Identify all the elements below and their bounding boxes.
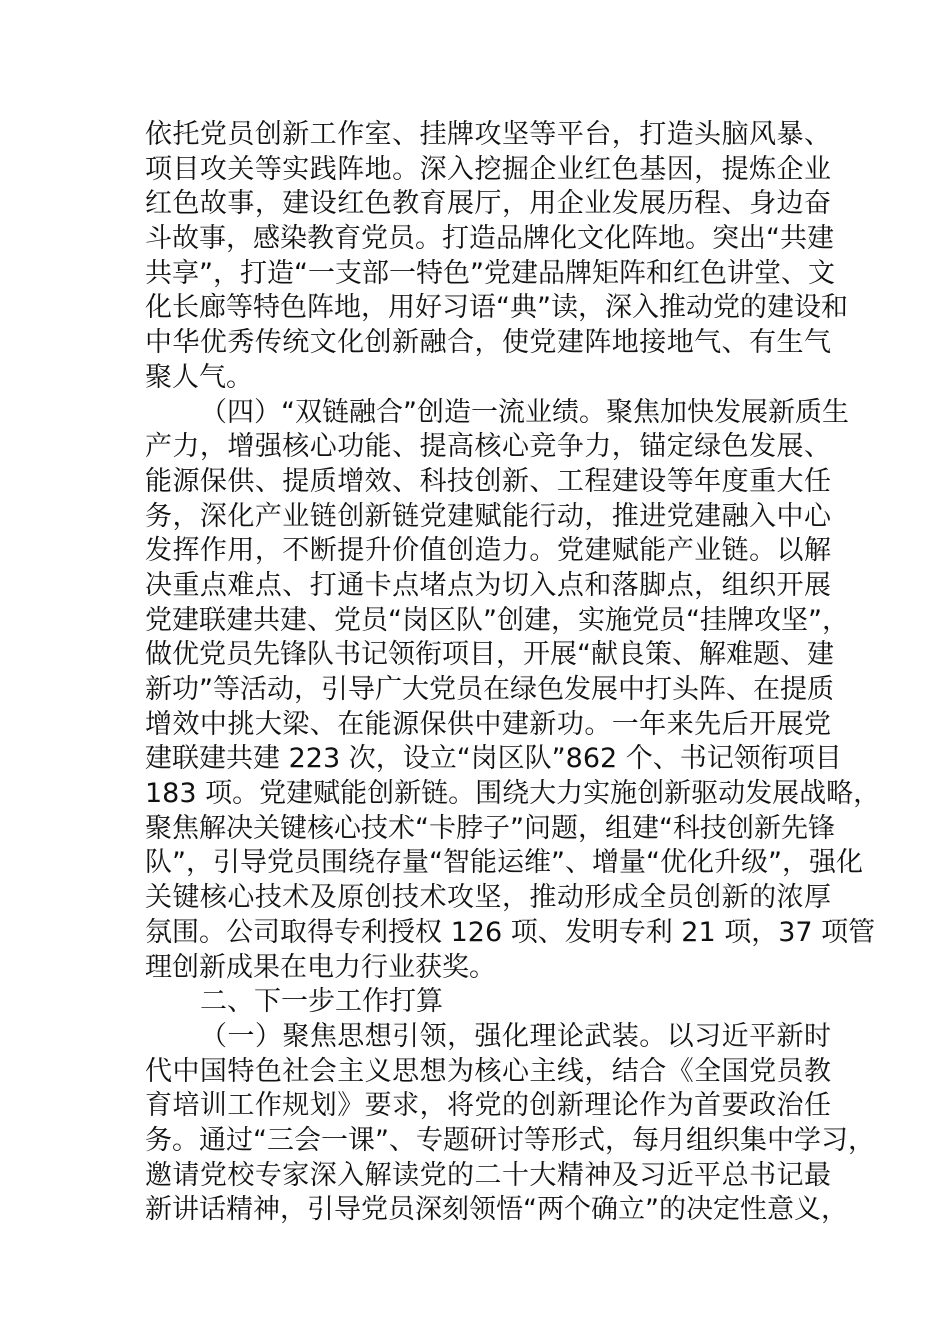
text-line: 共享”，打造“一支部一特色”党建品牌矩阵和红色讲堂、文 bbox=[145, 257, 835, 289]
text-line: 务，深化产业链创新链党建赋能行动，推进党建融入中心 bbox=[145, 500, 831, 532]
text-line: 关键核心技术及原创技术攻坚，推动形成全员创新的浓厚 bbox=[145, 882, 831, 914]
text-line: 中华优秀传统文化创新融合，使党建阵地接地气、有生气 bbox=[145, 327, 831, 359]
text-line: 依托党员创新工作室、挂牌攻坚等平台，打造头脑风暴、 bbox=[145, 119, 831, 150]
text-line: 化长廊等特色阵地，用好习语“典”读，深入推动党的建设和 bbox=[145, 292, 848, 324]
text-line: 邀请党校专家深入解读党的二十大精神及习近平总书记最 bbox=[145, 1159, 831, 1191]
paragraph-item-1 bbox=[145, 1020, 875, 1228]
text-line: 斗故事，感染教育党员。打造品牌化文化阵地。突出“共建 bbox=[145, 223, 834, 255]
text-line: 聚人气。 bbox=[145, 361, 253, 393]
text-line: 能源保供、提质增效、科技创新、工程建设等年度重大任 bbox=[145, 465, 831, 497]
text-line: 红色故事，建设红色教育展厅，用企业发展历程、身边奋 bbox=[145, 188, 831, 220]
text-line: 产力，增强核心功能、提高核心竞争力，锚定绿色发展、 bbox=[145, 431, 831, 463]
text-line: （四）“双链融合”创造一流业绩。聚焦加快发展新质生 bbox=[200, 396, 849, 428]
text-line: 发挥作用，不断提升价值创造力。党建赋能产业链。以解 bbox=[145, 535, 831, 567]
text-line: 务。通过“三会一课”、专题研讨等形式，每月组织集中学习， bbox=[145, 1124, 875, 1156]
text-line: 做优党员先锋队书记领衔项目，开展“献良策、解难题、建 bbox=[145, 639, 834, 671]
section-heading-2 bbox=[145, 985, 831, 1020]
text-line: 新功”等活动，引导广大党员在绿色发展中打头阵、在提质 bbox=[145, 674, 834, 705]
text-line: 增效中挑大梁、在能源保供中建新功。一年来先后开展党 bbox=[145, 708, 831, 740]
paragraph-section-4 bbox=[145, 396, 881, 986]
text-line: 决重点难点、打通卡点堵点为切入点和落脚点，组织开展 bbox=[145, 569, 831, 601]
text-line: 二、下一步工作打算 bbox=[200, 986, 443, 1018]
text-line: 183 项。党建赋能创新链。围绕大力实施创新驱动发展战略， bbox=[145, 778, 881, 810]
document-page bbox=[145, 118, 881, 1228]
text-line: 项目攻关等实践阵地。深入挖掘企业红色基因，提炼企业 bbox=[145, 153, 831, 185]
text-line: 新讲话精神，引导党员深刻领悟“两个确立”的决定性意义， bbox=[145, 1194, 848, 1226]
text-line: 育培训工作规划》要求，将党的创新理论作为首要政治任 bbox=[145, 1090, 831, 1122]
text-line: 代中国特色社会主义思想为核心主线，结合《全国党员教 bbox=[145, 1055, 831, 1087]
text-line: 氛围。公司取得专利授权 126 项、发明专利 21 项，37 项管 bbox=[145, 916, 876, 948]
text-line: （一）聚焦思想引领，强化理论武装。以习近平新时 bbox=[200, 1020, 831, 1052]
paragraph-intro-continued bbox=[145, 118, 848, 396]
text-line: 聚焦解决关键核心技术“卡脖子”问题，组建“科技创新先锋 bbox=[145, 812, 835, 844]
text-line: 队”，引导党员围绕存量“智能运维”、增量“优化升级”，强化 bbox=[145, 847, 863, 879]
text-line: 理创新成果在电力行业获奖。 bbox=[145, 951, 496, 983]
text-line: 党建联建共建、党员“岗区队”创建，实施党员“挂牌攻坚”， bbox=[145, 604, 849, 636]
text-line: 建联建共建 223 次，设立“岗区队”862 个、书记领衔项目 bbox=[145, 743, 842, 775]
